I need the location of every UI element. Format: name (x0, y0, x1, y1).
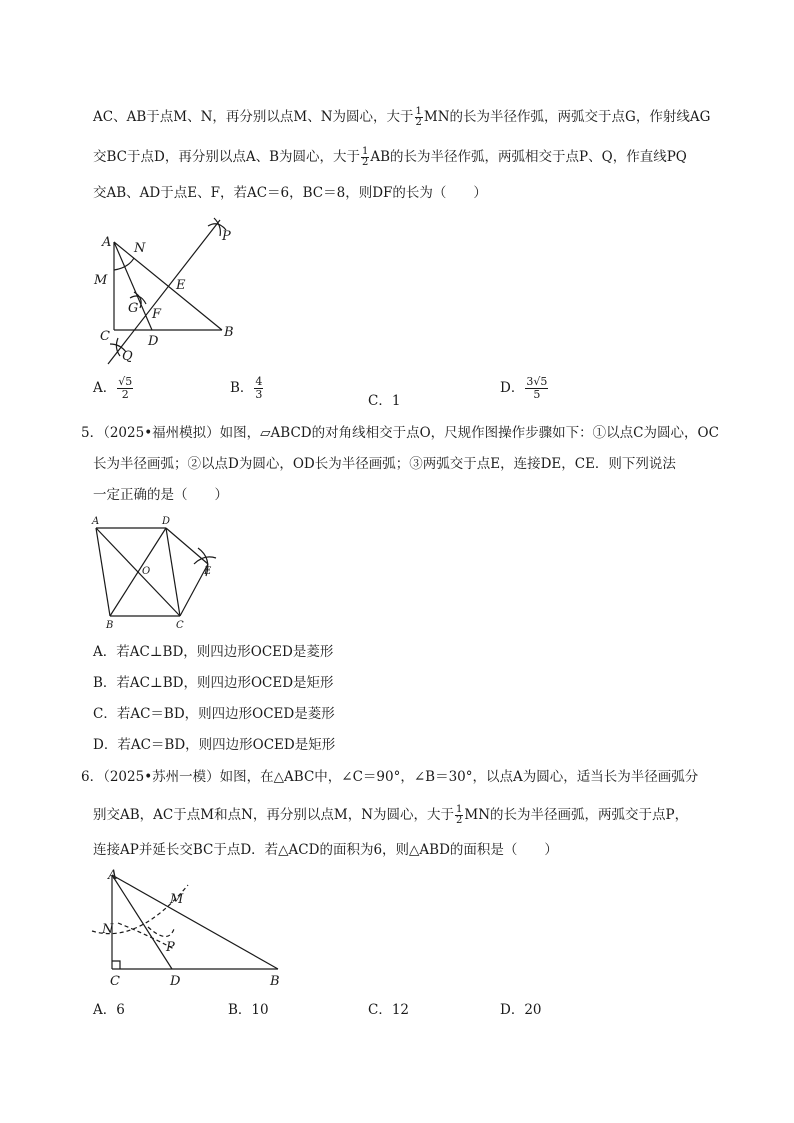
label-p: P (222, 229, 231, 244)
q4-option-d[interactable]: D． $\frac{3√5}{5}$ (500, 375, 548, 401)
segment-ab (112, 875, 278, 969)
label-n: N (102, 922, 114, 937)
q6-figure (88, 865, 288, 990)
label-o: O (142, 566, 151, 577)
label-e: E (204, 566, 212, 577)
q4-figure (90, 212, 250, 372)
q4-text-line-1 (93, 107, 710, 128)
q6-text-line-3: 连接AP并延长交BC于点D．若△ACD的面积为6，则△ABD的面积是（ ） (93, 842, 558, 858)
label-d: D (170, 974, 181, 989)
label-m: M (170, 892, 184, 907)
label-c: C (176, 620, 184, 631)
q6-option-d[interactable]: D．20 (500, 1002, 542, 1018)
label-f: F (152, 307, 162, 322)
right-angle-mark (112, 961, 120, 969)
q4-line1-part-b: MN的长为半径作弧，两弧交于点G，作射线AG (423, 109, 711, 125)
q5-figure (88, 512, 223, 632)
arc-e-2 (194, 557, 216, 564)
q6-line2-part-b: MN的长为半径画弧，两弧交于点P， (464, 807, 689, 823)
q6-text-line-1: 6．（2025•苏州一模）如图，在△ABC中，∠C＝90°，∠B＝30°，以点A为圆心，适当长为半径画弧分 (81, 769, 699, 785)
q5-option-b[interactable]: B．若AC⊥BD，则四边形OCED是矩形 (93, 675, 334, 691)
q6-line2-part-a: 别交AB，AC于点M和点N，再分别以点M，N为圆心，大于 (93, 807, 455, 823)
q4-text-line-3: 交AB、AD于点E、F，若AC＝6，BC＝8，则DF的长为（ ） (93, 185, 487, 201)
diagonal-bd (110, 528, 166, 616)
q4-text-line-2 (93, 147, 687, 168)
q4-option-b[interactable]: B． $\frac{4}{3}$ (230, 375, 263, 401)
ray-ag (114, 242, 152, 330)
fraction-half: $\frac{1}{2}$ (362, 146, 369, 168)
q5-option-d[interactable]: D．若AC＝BD，则四边形OCED是矩形 (93, 737, 336, 753)
label-d: D (148, 334, 159, 349)
q5-text-line-1: 5．（2025•福州模拟）如图，▱ABCD的对角线相交于点O，尺规作图操作步骤如下：①以点C为圆心，OC (81, 425, 719, 441)
label-m: M (94, 273, 108, 288)
q4-option-a[interactable]: A． $\frac{√5}{2}$ (93, 375, 133, 401)
segment-ad (112, 875, 172, 969)
label-a: A (92, 516, 100, 527)
label-b: B (270, 974, 280, 989)
label-d: D (162, 516, 171, 527)
q5-text-line-2: 长为半径画弧；②以点D为圆心，OD长为半径画弧；③两弧交于点E，连接DE，CE．则下列说法 (93, 456, 676, 472)
label-q: Q (122, 349, 133, 364)
q6-option-b[interactable]: B．10 (228, 1002, 269, 1018)
q6-option-c[interactable]: C．12 (368, 1002, 410, 1018)
q5-option-c[interactable]: C．若AC＝BD，则四边形OCED是菱形 (93, 706, 335, 722)
label-e: E (176, 278, 186, 293)
label-b: B (106, 620, 114, 631)
q5-option-a[interactable]: A．若AC⊥BD，则四边形OCED是菱形 (93, 644, 334, 660)
q6-option-a[interactable]: A．6 (93, 1002, 125, 1018)
q5-text-line-3: 一定正确的是（ ） (93, 487, 228, 503)
arc-p-2 (148, 927, 174, 937)
fraction-half: $\frac{1}{2}$ (415, 106, 422, 128)
q4-option-c[interactable]: C．1 (368, 393, 401, 409)
label-n: N (134, 241, 146, 256)
label-c: C (100, 329, 110, 344)
label-b: B (224, 325, 234, 340)
q4-line2-part-a: 交BC于点D，再分别以点A、B为圆心，大于 (93, 149, 360, 165)
label-a: A (102, 235, 112, 250)
q6-text-line-2 (93, 805, 688, 826)
label-p: P (166, 940, 175, 955)
q4-line2-part-b: AB的长为半径作弧，两弧相交于点P、Q，作直线PQ (370, 149, 687, 165)
line-pq (108, 220, 220, 364)
label-g: G (128, 301, 139, 316)
label-c: C (110, 974, 120, 989)
label-a: A (108, 868, 118, 883)
fraction-half: $\frac{1}{2}$ (456, 804, 463, 826)
q4-line1-part-a: AC、AB于点M、N，再分别以点M、N为圆心，大于 (93, 109, 414, 125)
